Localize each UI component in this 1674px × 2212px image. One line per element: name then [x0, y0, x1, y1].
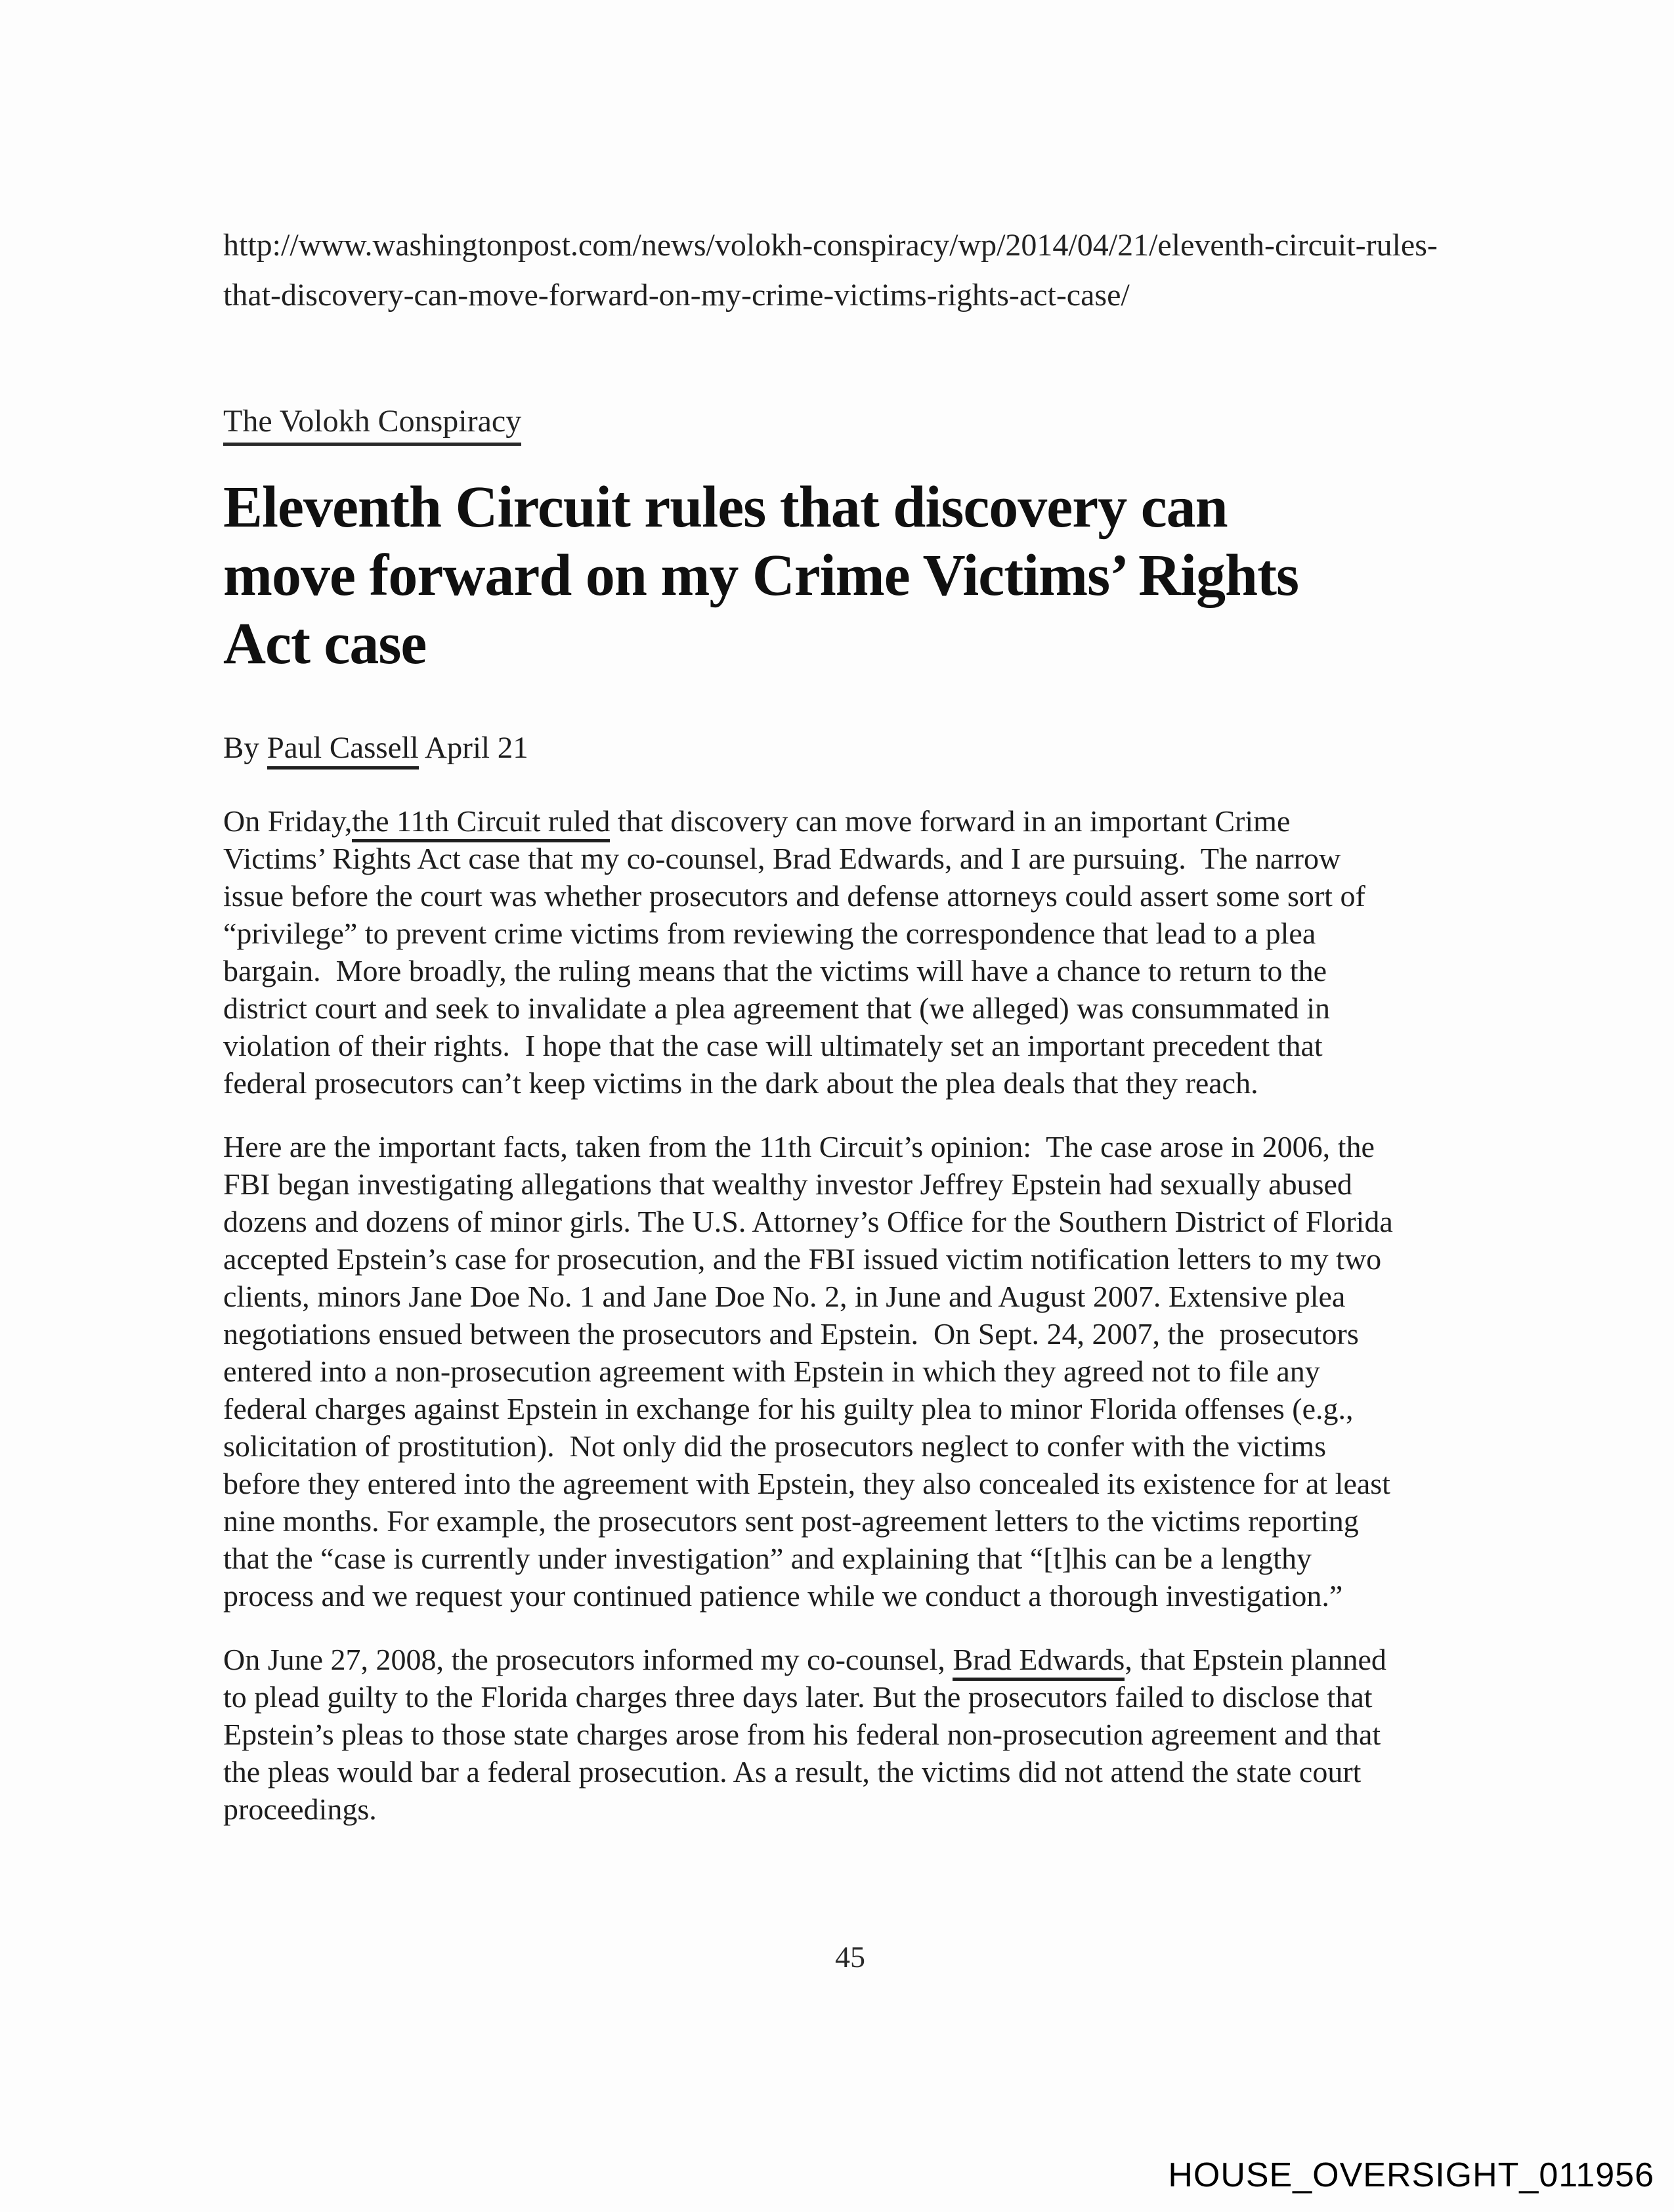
text-segment: before they entered into the agreement with Epstein, they also concealed its existence for at least	[223, 1467, 1390, 1500]
author-link[interactable]: Paul Cassell	[267, 731, 419, 770]
text-line	[223, 1678, 1477, 1716]
byline-prefix: By	[223, 731, 267, 765]
text-line	[223, 952, 1477, 989]
text-segment: that the “case is currently under investigation” and explaining that “[t]his can be a lengthy	[223, 1542, 1312, 1575]
byline-date: April 21	[418, 731, 528, 765]
page-number: 45	[835, 1940, 865, 1974]
text-segment: violation of their rights. I hope that the case will ultimately set an important precedent that	[223, 1029, 1323, 1062]
text-segment: nine months. For example, the prosecutors sent post-agreement letters to the victims reporting	[223, 1504, 1359, 1538]
text-segment: that discovery can move forward in an important Crime	[610, 804, 1291, 838]
text-segment: Victims’ Rights Act case that my co-counsel, Brad Edwards, and I are pursuing. The narrow	[223, 842, 1341, 875]
text-segment: bargain. More broadly, the ruling means that the victims will have a chance to return to the	[223, 954, 1327, 987]
text-segment: “privilege” to prevent crime victims from reviewing the correspondence that lead to a plea	[223, 917, 1316, 950]
headline-line-2: move forward on my Crime Victims’ Rights	[223, 543, 1299, 608]
headline-line-3: Act case	[223, 611, 427, 676]
text-line	[223, 802, 1477, 840]
url-line-1: http://www.washingtonpost.com/news/volokh-conspiracy/wp/2014/04/21/eleventh-circuit-rules-	[223, 228, 1438, 263]
text-segment: federal prosecutors can’t keep victims in the dark about the plea deals that they reach.	[223, 1066, 1258, 1100]
text-line	[223, 1315, 1477, 1353]
text-segment: entered into a non-prosecution agreement with Epstein in which they agreed not to file any	[223, 1355, 1320, 1388]
text-segment: solicitation of prostitution). Not only did the prosecutors neglect to confer with the victims	[223, 1429, 1326, 1463]
text-line	[223, 1502, 1477, 1540]
text-segment: accepted Epstein’s case for prosecution, and the FBI issued victim notification letters to my two	[223, 1242, 1382, 1276]
text-segment: negotiations ensued between the prosecutors and Epstein. On Sept. 24, 2007, the prosecutors	[223, 1317, 1359, 1351]
source-url	[223, 221, 1477, 320]
text-segment: issue before the court was whether prosecutors and defense attorneys could assert some sort of	[223, 879, 1365, 913]
text-segment: , that Epstein planned	[1125, 1643, 1386, 1676]
text-segment: process and we request your continued patience while we conduct a thorough investigation.”	[223, 1579, 1343, 1613]
text-line	[223, 989, 1477, 1027]
text-line	[223, 1240, 1477, 1278]
text-line	[223, 1128, 1477, 1165]
text-segment: to plead guilty to the Florida charges three days later. But the prosecutors failed to disclose that	[223, 1680, 1373, 1714]
volokh-conspiracy-link[interactable]: The Volokh Conspiracy	[223, 403, 521, 446]
article-headline	[223, 473, 1477, 678]
text-segment: district court and seek to invalidate a plea agreement that (we alleged) was consummated in	[223, 991, 1331, 1025]
text-segment: FBI began investigating allegations that wealthy investor Jeffrey Epstein had sexually abused	[223, 1167, 1352, 1201]
text-line	[223, 1203, 1477, 1240]
text-segment: dozens and dozens of minor girls. The U.S. Attorney’s Office for the Southern District of Florida	[223, 1205, 1393, 1238]
headline-line-1: Eleventh Circuit rules that discovery can	[223, 475, 1228, 540]
paragraph-3	[223, 1641, 1477, 1828]
inline-link[interactable]: the 11th Circuit ruled	[352, 804, 610, 842]
text-line	[223, 1577, 1477, 1615]
text-line	[223, 1165, 1477, 1203]
inline-link[interactable]: Brad Edwards	[953, 1643, 1125, 1681]
text-line	[223, 1353, 1477, 1390]
text-line	[223, 1716, 1477, 1753]
text-line	[223, 877, 1477, 915]
paragraph-2	[223, 1128, 1477, 1615]
bates-stamp: HOUSE_OVERSIGHT_011956	[1168, 2156, 1654, 2194]
text-line	[223, 1427, 1477, 1465]
text-line	[223, 1278, 1477, 1315]
url-line-2: that-discovery-can-move-forward-on-my-crime-victims-rights-act-case/	[223, 278, 1130, 313]
text-line	[223, 1390, 1477, 1427]
text-line	[223, 1753, 1477, 1790]
text-segment: proceedings.	[223, 1792, 377, 1826]
byline	[223, 729, 1477, 767]
text-segment: Epstein’s pleas to those state charges arose from his federal non-prosecution agreement and that	[223, 1718, 1381, 1751]
text-line	[223, 840, 1477, 877]
kicker-row	[223, 320, 1477, 446]
text-segment: On Friday,	[223, 804, 353, 838]
text-line	[223, 915, 1477, 952]
text-line	[223, 1641, 1477, 1678]
text-segment: federal charges against Epstein in exchange for his guilty plea to minor Florida offenses (e.g.,	[223, 1392, 1354, 1425]
text-line	[223, 1540, 1477, 1577]
text-line	[223, 1064, 1477, 1102]
text-line	[223, 1790, 1477, 1828]
article-content	[223, 0, 1477, 1974]
text-segment: clients, minors Jane Doe No. 1 and Jane Doe No. 2, in June and August 2007. Extensive plea	[223, 1280, 1346, 1313]
paragraph-1	[223, 802, 1477, 1102]
text-line	[223, 1027, 1477, 1064]
text-segment: On June 27, 2008, the prosecutors informed my co-counsel,	[223, 1643, 953, 1676]
text-segment: the pleas would bar a federal prosecution. As a result, the victims did not attend the state court	[223, 1755, 1362, 1789]
text-segment: Here are the important facts, taken from the 11th Circuit’s opinion: The case arose in 2006, the	[223, 1130, 1375, 1163]
text-line	[223, 1465, 1477, 1502]
